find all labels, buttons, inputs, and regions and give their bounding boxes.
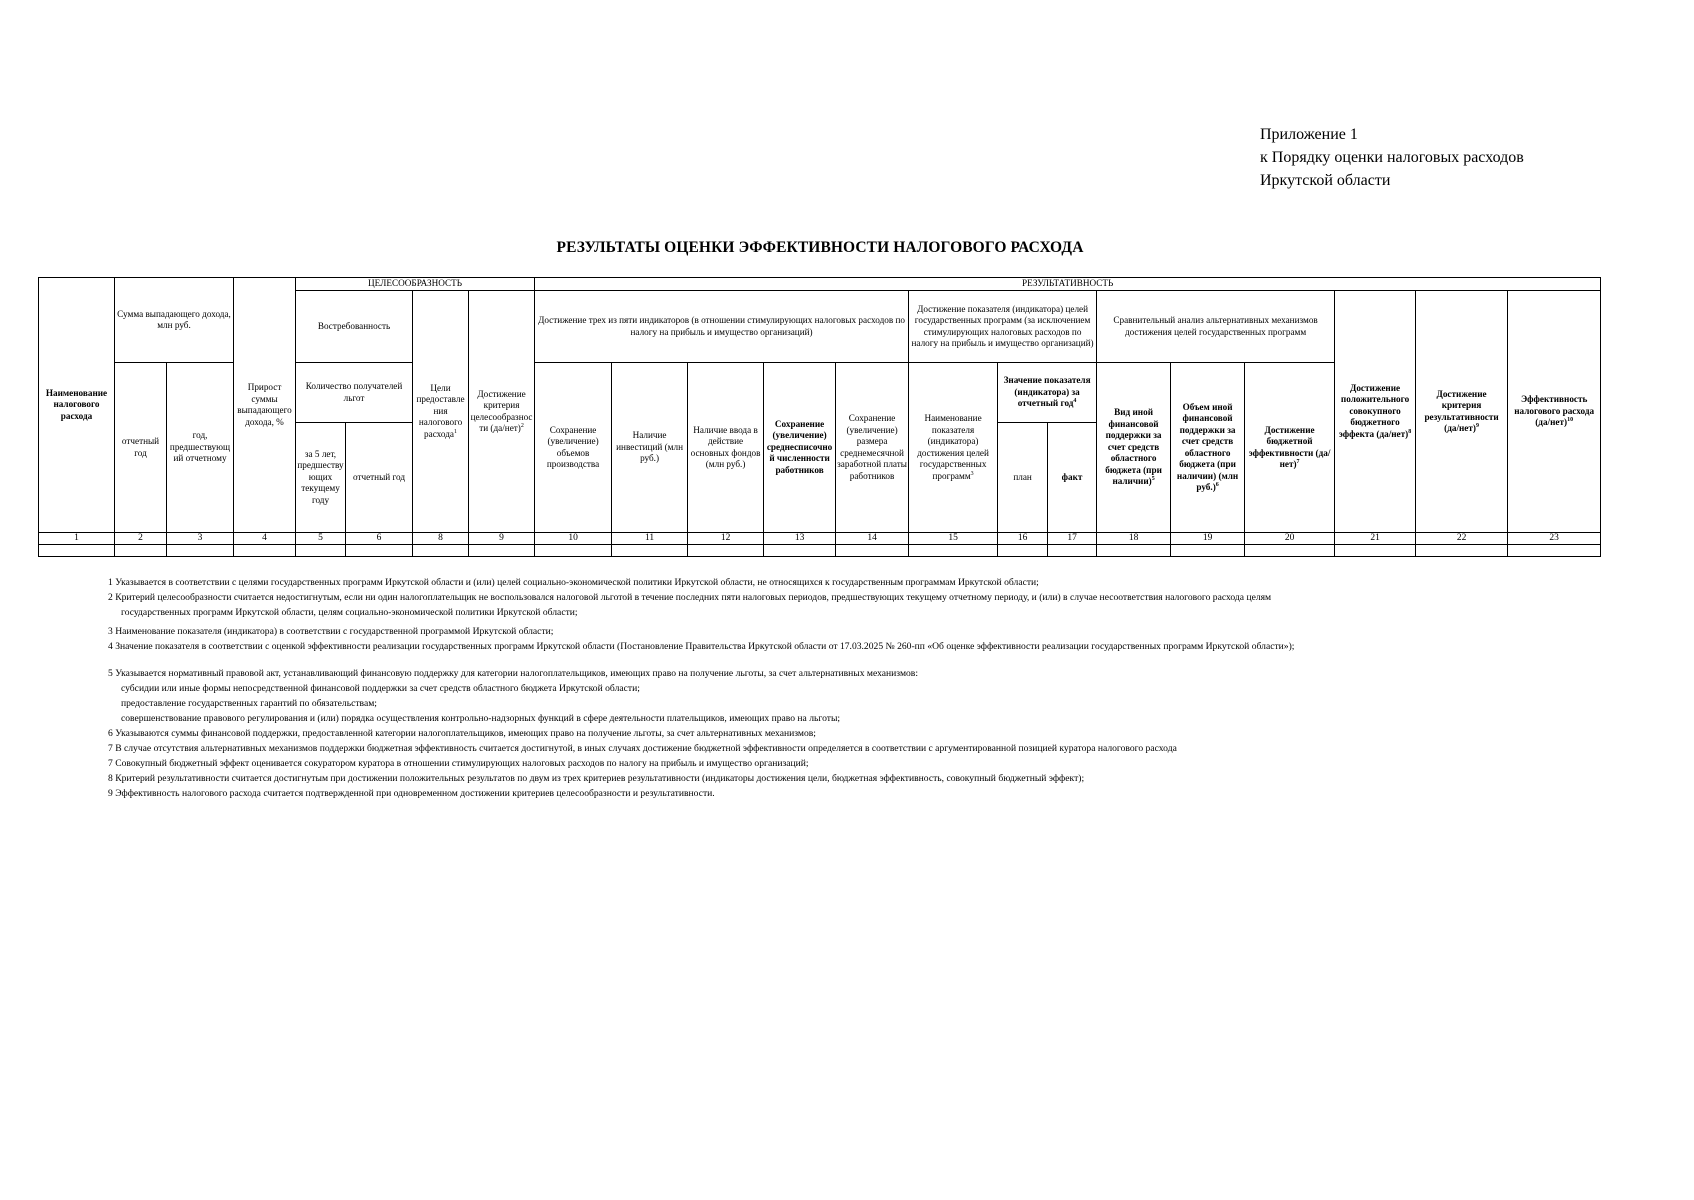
col-number: 13: [764, 533, 836, 545]
col-number: 9: [469, 533, 535, 545]
footnote-7b: 7 Совокупный бюджетный эффект оценивается сокуратором куратора в отношении стимулирующих налоговых расходов по налогу на прибыль и имущество организаций;: [108, 758, 809, 769]
evaluation-table: [38, 277, 1601, 557]
col-number: 2: [115, 533, 167, 545]
col-number: 1: [39, 533, 115, 545]
header-growth: Прирост суммы выпадающего дохода, %: [234, 278, 296, 533]
header-wages: Сохранение (увеличение) размера среднемесячной заработной платы работников: [836, 363, 909, 533]
col-number: 6: [346, 533, 413, 545]
col-number: 19: [1171, 533, 1245, 545]
header-fact: факт: [1048, 423, 1097, 533]
header-headcount: Сохранение (увеличение) среднесписочной численности работников: [764, 363, 836, 533]
footnote-9: 9 Эффективность налогового расхода считается подтвержденной при одновременном достижении критериев целесообразности и результативности.: [108, 788, 715, 799]
appendix-block: [1260, 123, 1524, 192]
col-number: 18: [1097, 533, 1171, 545]
footnote-1: 1 Указывается в соответствии с целями государственных программ Иркутской области и (или) целей социально-экономической политики Иркутской области, не относящихся к государственным программам Иркутской области;: [108, 577, 1039, 588]
footnote-5b: предоставление государственных гарантий по обязательствам;: [121, 698, 377, 709]
empty-data-row: [39, 545, 1601, 557]
header-investments: Наличие инвестиций (млн руб.): [612, 363, 688, 533]
header-demand: Востребованность: [296, 291, 413, 363]
document-title: РЕЗУЛЬТАТЫ ОЦЕНКИ ЭФФЕКТИВНОСТИ НАЛОГОВОГО РАСХОДА: [556, 239, 1084, 256]
header-comparative: Сравнительный анализ альтернативных механизмов достижения целей государственных программ: [1097, 291, 1335, 363]
header-goals: Цели предоставления налогового расхода$^1$: [413, 291, 469, 533]
header-indicators-3of5: Достижение трех из пяти индикаторов (в отношении стимулирующих налоговых расходов по налогу на прибыль и имущество организаций): [535, 291, 909, 363]
col-number: 5: [296, 533, 346, 545]
footnote-4: 4 Значение показателя в соответствии с оценкой эффективности реализации государственных программ Иркутской области (Постановление Правительства Иркутской области от 17.03.2025 № 260-пп «Об оценке эффективности реализации государственных программ Иркутской области»);: [108, 641, 1295, 652]
header-plan: план: [998, 423, 1048, 533]
footnotes: [108, 575, 1648, 801]
footnote-7: 7 В случае отсутствия альтернативных механизмов поддержки бюджетная эффективность считается достигнутой, в иных случаях достижение бюджетной эффективности определяется в соответствии с аргументированной позицией куратора налогового расхода: [108, 743, 1177, 754]
header-indicator-value: Значение показателя (индикатора) за отчетный год$^4$: [998, 363, 1097, 423]
header-recipients-reporting: отчетный год: [346, 423, 413, 533]
header-recipients: Количество получателей льгот: [296, 363, 413, 423]
appendix-line-1: Приложение 1: [1260, 126, 1358, 143]
appendix-line-2: к Порядку оценки налоговых расходов: [1260, 149, 1524, 166]
col-number: 10: [535, 533, 612, 545]
footnote-2: 2 Критерий целесообразности считается недостигнутым, если ни один налогоплательщик не воспользовался налоговой льготой в течение последних пяти налоговых периодов, предшествующих текущему отчетному периоду, и (или) в случае несоответствия налогового расхода целям: [108, 592, 1272, 603]
footnote-8: 8 Критерий результативности считается достигнутым при достижении положительных результатов по двум из трех критериев результативности (индикаторы достижения цели, бюджетная эффективность, совокупный бюджетный эффект);: [108, 773, 1085, 784]
col-number: 14: [836, 533, 909, 545]
col-number: 16: [998, 533, 1048, 545]
col-number: 21: [1335, 533, 1416, 545]
footnote-5c: совершенствование правового регулирования и (или) порядка осуществления контрольно-надзорных функций в сфере деятельности плательщиков, имеющих право на льготы;: [121, 713, 841, 724]
col-number: 3: [167, 533, 234, 545]
footnote-5a: субсидии или иные формы непосредственной финансовой поддержки за счет средств областного бюджета Иркутской области;: [121, 683, 640, 694]
column-numbers-row: [39, 533, 1601, 545]
header-criterion: Достижение критерия целесообразности $(да/нет)^2$: [469, 291, 535, 533]
footnote-6: 6 Указываются суммы финансовой поддержки, предоставленной категории налогоплательщиков, имеющих право на получение льготы, за счет альтернативных механизмов;: [108, 728, 816, 739]
header-programs-indicator: Достижение показателя (индикатора) целей государственных программ (за исключением стимулирующих налоговых расходов по налогу на прибыль и имущество организаций): [909, 291, 1097, 363]
header-efficiency: Эффективность налогового расхода $(да/нет)^{10}$: [1508, 291, 1601, 533]
header-reporting-year: отчетный год: [115, 363, 167, 533]
col-number: 23: [1508, 533, 1601, 545]
header-fixed-assets: Наличие ввода в действие основных фондов (млн руб.): [688, 363, 764, 533]
header-production: Сохранение (увеличение) объемов производства: [535, 363, 612, 533]
header-cumulative: Достижение положительного совокупного бюджетного эффекта $(да/нет)^8$: [1335, 291, 1416, 533]
col-number: 4: [234, 533, 296, 545]
group-effectiveness: РЕЗУЛЬТАТИВНОСТЬ: [535, 278, 1601, 291]
col-number: 15: [909, 533, 998, 545]
appendix-line-3: Иркутской области: [1260, 172, 1391, 189]
header-five-years: за 5 лет, предшествующих текущему году: [296, 423, 346, 533]
footnote-5: 5 Указывается нормативный правовой акт, устанавливающий финансовую поддержку для категории налогоплательщиков, имеющих право на получение льготы, за счет альтернативных механизмов:: [108, 668, 919, 679]
col-number: 22: [1416, 533, 1508, 545]
header-support-volume: Объем иной финансовой поддержки за счет средств областного бюджета (при наличии) (млн руб.)$^6$: [1171, 363, 1245, 533]
col-number: 11: [612, 533, 688, 545]
col-number: 20: [1245, 533, 1335, 545]
header-prior-year: год, предшествующий отчетному: [167, 363, 234, 533]
header-budget-eff: Достижение бюджетной эффективности $(да/нет)^7$: [1245, 363, 1335, 533]
col-number: 8: [413, 533, 469, 545]
col-number: 17: [1048, 533, 1097, 545]
header-tax-expense-name: Наименование налогового расхода: [39, 278, 115, 533]
footnote-2-cont: государственных программ Иркутской области, целям социально-экономической политики Иркутской области;: [121, 607, 578, 618]
col-number: 12: [688, 533, 764, 545]
header-lost-income: Сумма выпадающего дохода, млн руб.: [115, 278, 234, 363]
group-expediency: ЦЕЛЕСООБРАЗНОСТЬ: [296, 278, 535, 291]
footnote-3: 3 Наименование показателя (индикатора) в соответствии с государственной программой Иркутской области;: [108, 626, 554, 637]
header-support-type: Вид иной финансовой поддержки за счет средств областного бюджета (при наличии)$^5$: [1097, 363, 1171, 533]
header-result-criterion: Достижение критерия результативности $(да/нет)^9$: [1416, 291, 1508, 533]
header-indicator-name: Наименование показателя (индикатора) достижения целей государственных программ$^3$: [909, 363, 998, 533]
